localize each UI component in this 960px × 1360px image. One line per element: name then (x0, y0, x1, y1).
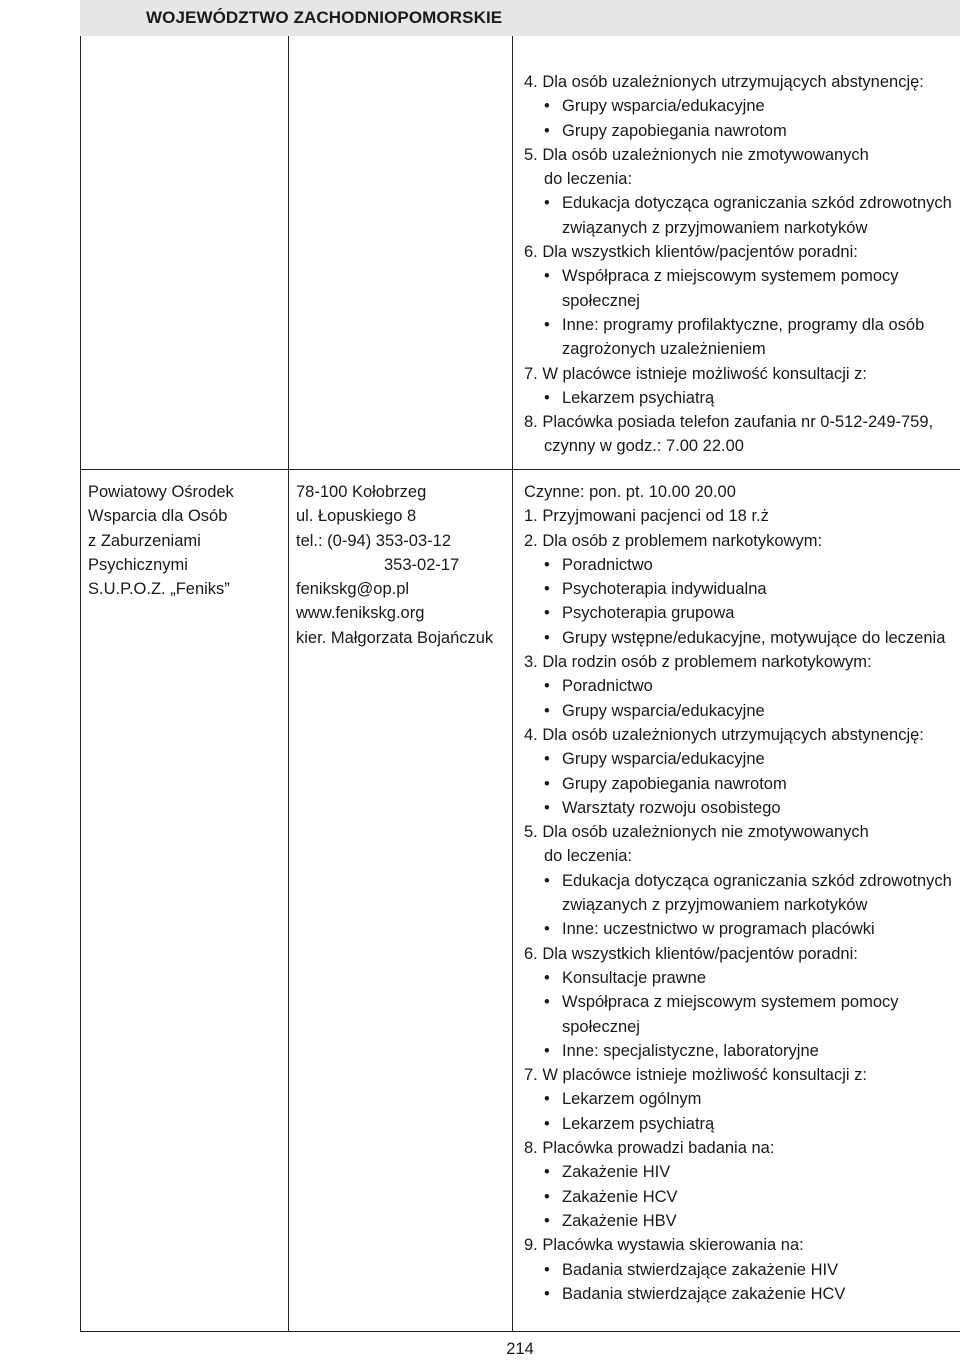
text-line: społecznej (562, 1017, 640, 1036)
text-line: 353-02-17 (384, 555, 460, 574)
bullet-item (524, 796, 958, 820)
bullet-text: Warsztaty rozwoju osobistego (562, 798, 781, 817)
bullet-item (524, 869, 958, 893)
numbered-item: 1. Przyjmowani pacjenci od 18 r.ż (524, 507, 769, 526)
numbered-item: 9. Placówka wystawia skierowania na: (524, 1236, 804, 1255)
numbered-item: 6. Dla wszystkich klientów/pacjentów poradni: (524, 243, 858, 262)
numbered-item: 2. Dla osób z problemem narkotykowym: (524, 531, 823, 550)
region-title: WOJEWÓDZTWO ZACHODNIOPOMORSKIE (146, 8, 503, 27)
bullet-text: Inne: uczestnictwo w programach placówki (562, 920, 875, 939)
bullet-item (524, 94, 958, 118)
column-divider-1 (288, 36, 289, 1332)
bullet-item (524, 577, 958, 601)
bullet-item (524, 1209, 958, 1233)
bullet-text: Edukacja dotycząca ograniczania szkód zdrowotnych (562, 871, 952, 890)
bullet-item (524, 601, 958, 625)
numbered-item: 4. Dla osób uzależnionych utrzymujących abstynencję: (524, 73, 924, 91)
bullet-text: Współpraca z miejscowym systemem pomocy (562, 993, 899, 1012)
bullet-text: Poradnictwo (562, 555, 653, 574)
table-border-bottom (80, 1331, 960, 1332)
bullet-item (524, 1039, 958, 1063)
region-header (80, 0, 960, 36)
row-divider (80, 469, 960, 470)
numbered-item: 4. Dla osób uzależnionych utrzymujących abstynencję: (524, 725, 924, 744)
bullet-text: Grupy zapobiegania nawrotom (562, 774, 787, 793)
text-line: fenikskg@op.pl (296, 580, 410, 599)
text-line: z Zaburzeniami (88, 531, 201, 550)
bullet-text: Grupy wstępne/edukacyjne, motywujące do leczenia (562, 628, 946, 647)
text-line: ul. Łopuskiego 8 (296, 507, 417, 526)
numbered-item: 8. Placówka prowadzi badania na: (524, 1139, 775, 1158)
bullet-text: Zakażenie HCV (562, 1187, 678, 1206)
facility-services (524, 480, 958, 1306)
text-line: S.U.P.O.Z. „Feniks” (88, 580, 230, 599)
bullet-item (524, 626, 958, 650)
bullet-item (524, 1087, 958, 1111)
bullet-text: Grupy wsparcia/edukacyjne (562, 701, 765, 720)
bullet-text: Zakażenie HIV (562, 1163, 671, 1182)
bullet-item (524, 386, 958, 410)
bullet-text: Poradnictwo (562, 677, 653, 696)
text-line: 78-100 Kołobrzeg (296, 483, 427, 501)
bullet-item (524, 191, 958, 215)
bullet-text: Współpraca z miejscowym systemem pomocy (562, 267, 899, 286)
bullet-item (524, 747, 958, 771)
text-line: zagrożonych uzależnieniem (562, 340, 766, 359)
bullet-item (524, 553, 958, 577)
text-line: do leczenia: (544, 847, 633, 866)
bullet-text: Lekarzem psychiatrą (562, 1114, 715, 1133)
numbered-item: 5. Dla osób uzależnionych nie zmotywowanych (524, 145, 869, 164)
bullet-item (524, 674, 958, 698)
bullet-item (524, 264, 958, 288)
bullet-item (524, 1185, 958, 1209)
text-line: kier. Małgorzata Bojańczuk (296, 628, 494, 647)
text-line: społecznej (562, 291, 640, 310)
numbered-item: 7. W placówce istnieje możliwość konsultacji z: (524, 364, 867, 383)
continued-services (524, 70, 958, 459)
bullet-item (524, 1282, 958, 1306)
bullet-text: Grupy zapobiegania nawrotom (562, 121, 787, 140)
bullet-text: Konsultacje prawne (562, 968, 707, 987)
bullet-item (524, 313, 958, 337)
bullet-text: Grupy wsparcia/edukacyjne (562, 97, 765, 116)
bullet-item (524, 1258, 958, 1282)
text-line: związanych z przyjmowaniem narkotyków (562, 896, 868, 915)
bullet-text: Badania stwierdzające zakażenie HIV (562, 1260, 839, 1279)
bullet-item (524, 1112, 958, 1136)
facility-contact (296, 480, 506, 650)
text-line: Psychicznymi (88, 555, 188, 574)
numbered-item: 3. Dla rodzin osób z problemem narkotykowym: (524, 653, 872, 672)
bullet-item (524, 917, 958, 941)
bullet-text: Inne: specjalistyczne, laboratoryjne (562, 1041, 819, 1060)
text-line: Wsparcia dla Osób (88, 507, 228, 526)
numbered-item: 5. Dla osób uzależnionych nie zmotywowanych (524, 823, 869, 842)
bullet-item (524, 966, 958, 990)
numbered-item: 6. Dla wszystkich klientów/pacjentów poradni: (524, 944, 858, 963)
page-number: 214 (506, 1340, 534, 1358)
text-line: czynny w godz.: 7.00 22.00 (544, 437, 744, 456)
bullet-text: Inne: programy profilaktyczne, programy dla osób (562, 315, 925, 334)
bullet-text: Grupy wsparcia/edukacyjne (562, 750, 765, 769)
column-divider-2 (512, 36, 513, 1332)
bullet-text: Psychoterapia grupowa (562, 604, 735, 623)
bullet-text: Psychoterapia indywidualna (562, 580, 767, 599)
bullet-text: Badania stwierdzające zakażenie HCV (562, 1284, 846, 1303)
text-line: tel.: (0-94) 353-03-12 (296, 531, 452, 550)
text-line: Czynne: pon. pt. 10.00 20.00 (524, 483, 736, 501)
bullet-text: Edukacja dotycząca ograniczania szkód zdrowotnych (562, 194, 952, 213)
bullet-item (524, 1160, 958, 1184)
numbered-item: 8. Placówka posiada telefon zaufania nr 0-512-249-759, (524, 413, 934, 432)
text-line: do leczenia: (544, 170, 633, 189)
bullet-item (524, 772, 958, 796)
bullet-text: Lekarzem ogólnym (562, 1090, 702, 1109)
bullet-item (524, 699, 958, 723)
bullet-item (524, 990, 958, 1014)
table-border-left (80, 36, 81, 1332)
bullet-text: Zakażenie HBV (562, 1211, 677, 1230)
text-line: Powiatowy Ośrodek (88, 483, 234, 501)
bullet-item (524, 119, 958, 143)
numbered-item: 7. W placówce istnieje możliwość konsultacji z: (524, 1066, 867, 1085)
facility-name (88, 480, 278, 601)
bullet-text: Lekarzem psychiatrą (562, 388, 715, 407)
text-line: związanych z przyjmowaniem narkotyków (562, 218, 868, 237)
text-line: www.fenikskg.org (296, 604, 425, 623)
